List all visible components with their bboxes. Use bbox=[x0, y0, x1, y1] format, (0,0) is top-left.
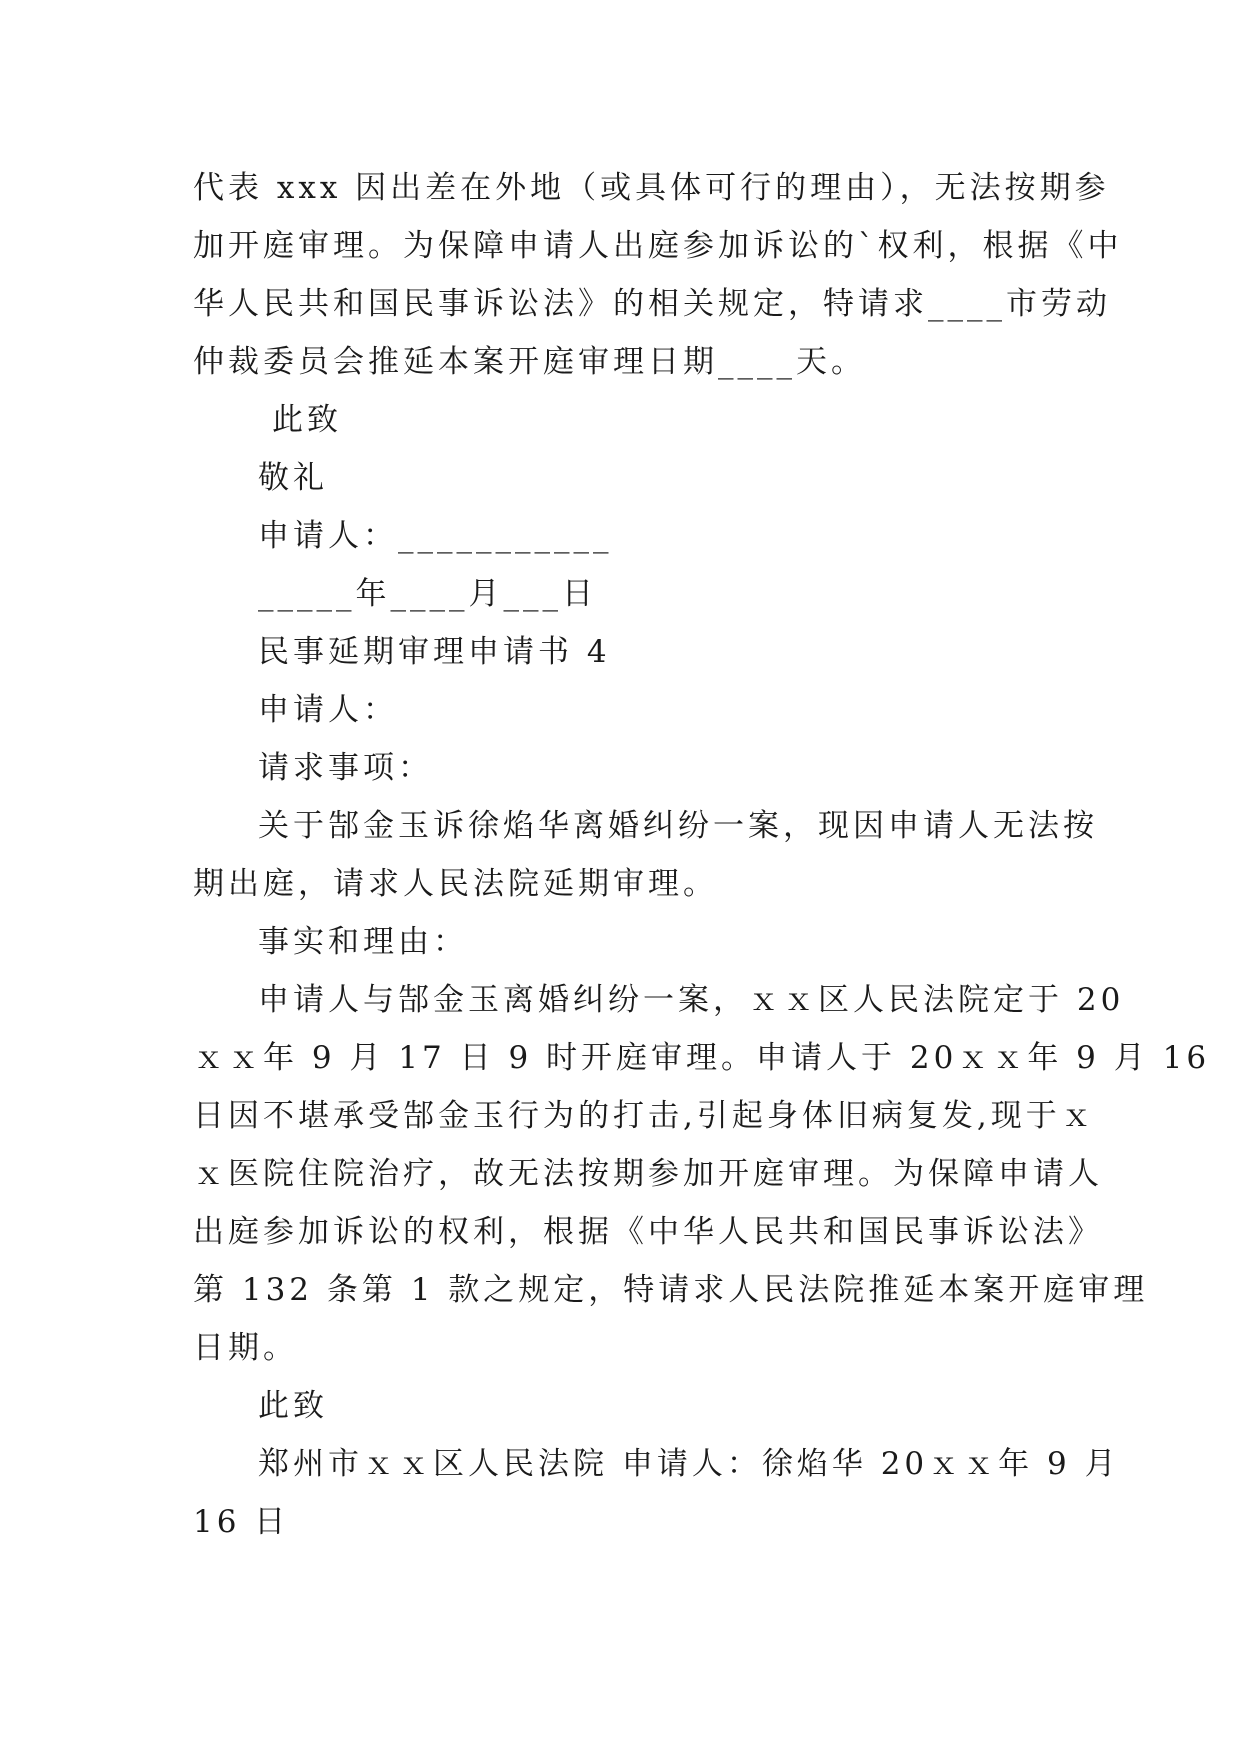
paragraph-line: 代表 xxx 因出差在外地（或具体可行的理由），无法按期参 bbox=[193, 170, 1110, 206]
recipient-and-signature-line: 郑州市ｘｘ区人民法院 申请人：徐焰华 20ｘｘ年 9 月 bbox=[258, 1446, 1120, 1482]
paragraph-line: 日因不堪承受郜金玉行为的打击,引起身体旧病复发,现于ｘ bbox=[193, 1098, 1096, 1134]
paragraph-line: ｘｘ年 9 月 17 日 9 时开庭审理。申请人于 20ｘｘ年 9 月 16 bbox=[193, 1040, 1211, 1076]
applicant-signature-line: 申请人：___________ bbox=[258, 518, 613, 554]
paragraph-line: 第 132 条第 1 款之规定，特请求人民法院推延本案开庭审理 bbox=[193, 1272, 1149, 1308]
closing-salutation: 此致 bbox=[272, 402, 342, 438]
paragraph-line: 关于郜金玉诉徐焰华离婚纠纷一案，现因申请人无法按 bbox=[258, 808, 1098, 844]
closing-salutation: 此致 bbox=[258, 1388, 328, 1424]
paragraph-line: 华人民共和国民事诉讼法》的相关规定，特请求____市劳动 bbox=[193, 286, 1111, 322]
applicant-label: 申请人： bbox=[258, 692, 398, 728]
date-line: _____年____月___日 bbox=[258, 576, 597, 612]
date-line: 16 日 bbox=[193, 1504, 290, 1540]
paragraph-line: ｘ医院住院治疗，故无法按期参加开庭审理。为保障申请人 bbox=[193, 1156, 1103, 1192]
facts-heading: 事实和理由： bbox=[258, 924, 468, 960]
paragraph-line: 期出庭，请求人民法院延期审理。 bbox=[193, 866, 718, 902]
paragraph-line: 出庭参加诉讼的权利，根据《中华人民共和国民事诉讼法》 bbox=[193, 1214, 1103, 1250]
paragraph-line: 仲裁委员会推延本案开庭审理日期____天。 bbox=[193, 344, 866, 380]
closing-regards: 敬礼 bbox=[258, 460, 328, 496]
paragraph-line: 申请人与郜金玉离婚纠纷一案，ｘｘ区人民法院定于 20 bbox=[258, 982, 1125, 1018]
request-heading: 请求事项： bbox=[258, 750, 433, 786]
paragraph-line: 加开庭审理。为保障申请人出庭参加诉讼的`权利，根据《中 bbox=[193, 228, 1123, 264]
section-title: 民事延期审理申请书 4 bbox=[258, 634, 611, 670]
paragraph-line: 日期。 bbox=[193, 1330, 298, 1366]
